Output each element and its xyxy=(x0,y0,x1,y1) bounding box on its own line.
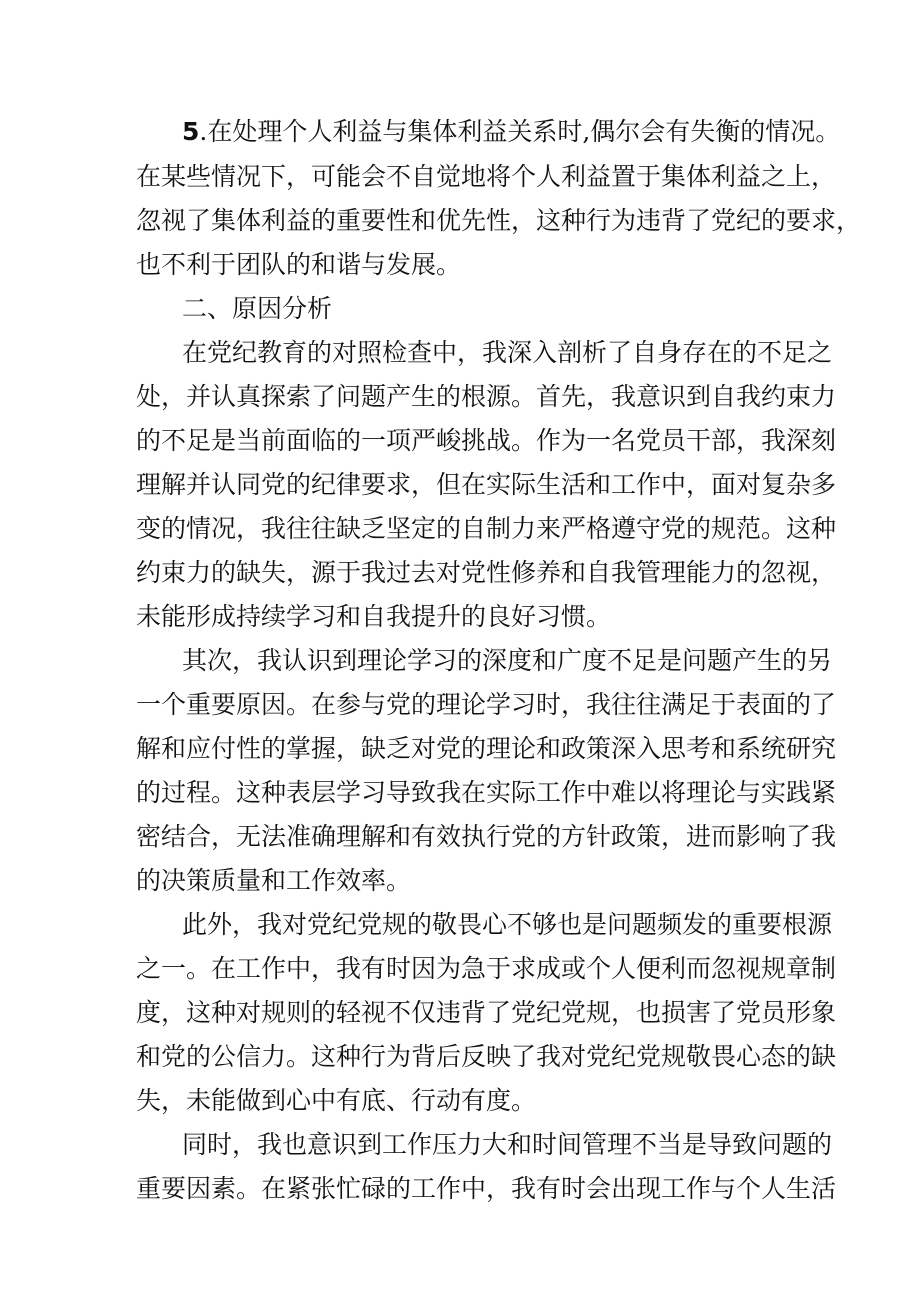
paragraph-line: 之一。在工作中，我有时因为急于求成或个人便利而忽视规章制 xyxy=(136,954,837,983)
paragraph-line: 理解并认同党的纪律要求，但在实际生活和工作中，面对复杂多 xyxy=(136,470,837,499)
item5-line-1: 5.在处理个人利益与集体利益关系时,偶尔会有失衡的情况。 xyxy=(182,117,841,146)
paragraph-line: 未能形成持续学习和自我提升的良好习惯。 xyxy=(136,602,612,631)
paragraph-line: 处，并认真探索了问题产生的根源。首先，我意识到自我约束力 xyxy=(136,382,837,411)
paragraph-line: 和党的公信力。这种行为背后反映了我对党纪党规敬畏心态的缺 xyxy=(136,1042,837,1071)
paragraph-line: 度，这种对规则的轻视不仅违背了党纪党规，也损害了党员形象 xyxy=(136,998,837,1027)
paragraph-line: 一个重要原因。在参与党的理论学习时，我往往满足于表面的了 xyxy=(136,690,837,719)
section-heading: 二、原因分析 xyxy=(182,294,333,323)
item5-line-2: 在某些情况下，可能会不自觉地将个人利益置于集体利益之上， xyxy=(136,162,837,191)
paragraph-line: 变的情况，我往往缺乏坚定的自制力来严格遵守党的规范。这种 xyxy=(136,514,837,543)
item5-line-3: 忽视了集体利益的重要性和优先性，这种行为违背了党纪的要求， xyxy=(136,206,862,235)
paragraph-line: 在党纪教育的对照检查中，我深入剖析了自身存在的不足之 xyxy=(182,338,833,367)
paragraph-line: 重要因素。在紧张忙碌的工作中，我有时会出现工作与个人生活 xyxy=(136,1174,837,1203)
paragraph-line: 失，未能做到心中有底、行动有度。 xyxy=(136,1086,537,1115)
item-number: 5 xyxy=(182,117,200,146)
item5-line-4: 也不利于团队的和谐与发展。 xyxy=(136,250,462,279)
paragraph-line: 解和应付性的掌握，缺乏对党的理论和政策深入思考和系统研究 xyxy=(136,734,837,763)
paragraph-line: 密结合，无法准确理解和有效执行党的方针政策，进而影响了我 xyxy=(136,822,837,851)
paragraph-line: 此外，我对党纪党规的敬畏心不够也是问题频发的重要根源 xyxy=(182,910,833,939)
paragraph-line: 的过程。这种表层学习导致我在实际工作中难以将理论与实践紧 xyxy=(136,778,837,807)
paragraph-line: 同时，我也意识到工作压力大和时间管理不当是导致问题的 xyxy=(182,1130,833,1159)
paragraph-line: 约束力的缺失，源于我过去对党性修养和自我管理能力的忽视， xyxy=(136,558,837,587)
paragraph-line: 的不足是当前面临的一项严峻挑战。作为一名党员干部，我深刻 xyxy=(136,426,837,455)
paragraph-line: 其次，我认识到理论学习的深度和广度不足是问题产生的另 xyxy=(182,646,833,675)
paragraph-line: 的决策质量和工作效率。 xyxy=(136,866,412,895)
